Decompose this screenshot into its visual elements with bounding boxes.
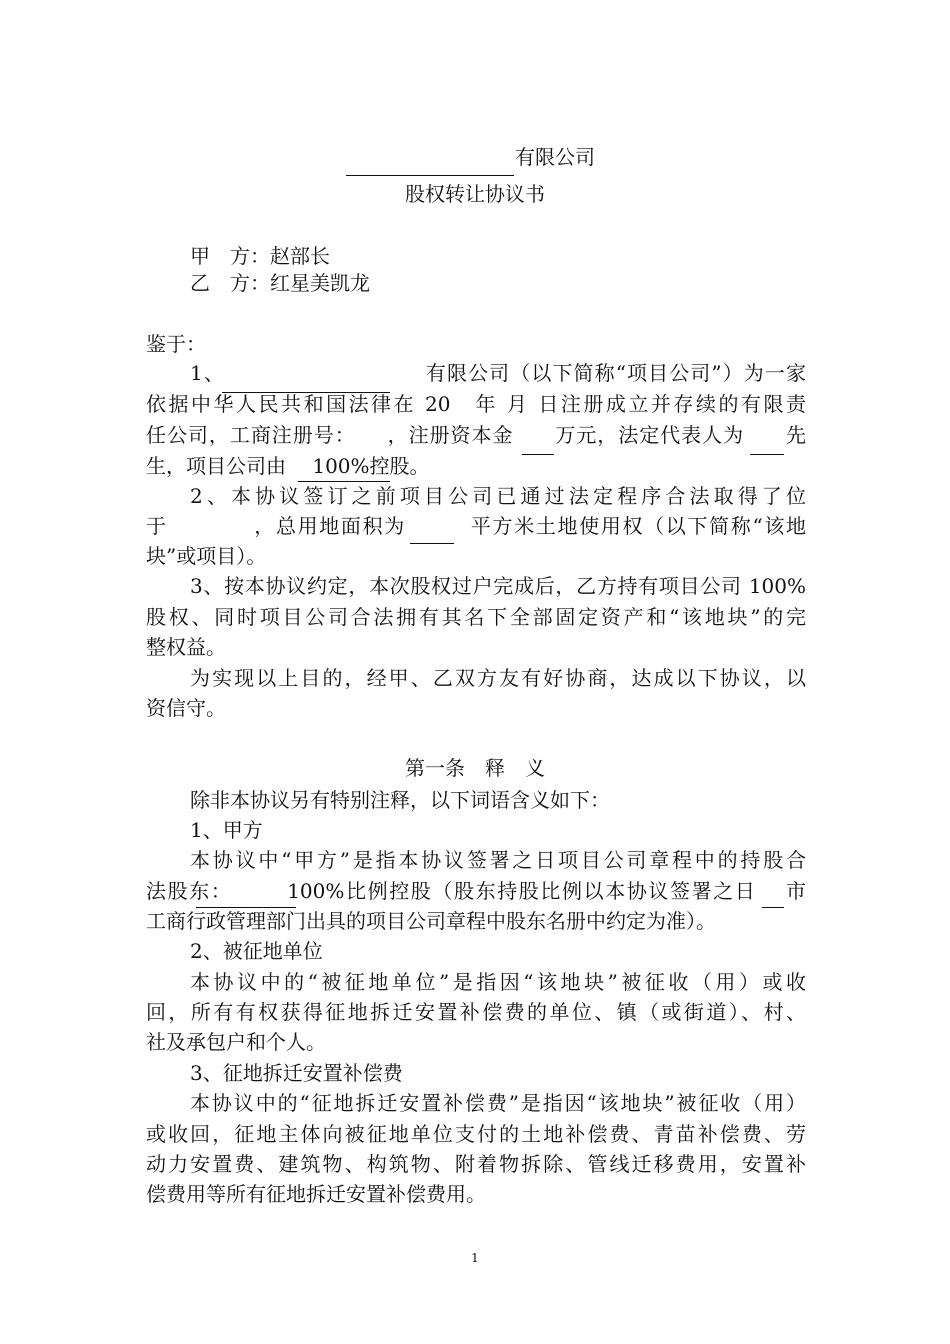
whereas-label: 鉴于： (146, 332, 206, 356)
recital-line: 为实现以上目的，经甲、乙双方友有好协商，达成以下协议，以 (190, 666, 806, 690)
recital-line: 生，项目公司由 100%控股。 (146, 454, 430, 478)
document-title: 股权转让协议书 (405, 182, 545, 206)
recital-line: 1、 有限公司（以下简称“项目公司”）为一家 (190, 361, 806, 385)
recital-line: 任公司，工商注册号： ，注册资本金 万元，法定代表人为 先 (146, 423, 806, 447)
article-line: 工商行政管理部门出具的项目公司章程中股东名册中约定为准）。 (146, 909, 716, 933)
page-number: 1 (471, 1251, 479, 1265)
article-line: 本协议中的“征地拆迁安置补偿费”是指因“该地块”被征收（用） (190, 1091, 806, 1115)
article-line: 3、征地拆迁安置补偿费 (190, 1061, 403, 1085)
article-line: 本协议中“甲方”是指本协议签署之日项目公司章程中的持股合 (190, 848, 806, 872)
article-line: 1、甲方 (190, 818, 263, 842)
party-a: 甲 方：赵部长 (190, 244, 330, 268)
article-line: 回，所有有权获得征地拆迁安置补偿费的单位、镇（或街道）、村、 (146, 1000, 806, 1024)
article-line: 2、被征地单位 (190, 939, 323, 963)
recital-line: 依据中华人民共和国法律在 20 年 月 日注册成立并存续的有限责 (146, 392, 806, 416)
blank-underline (522, 454, 554, 455)
recital-line: 于 ，总用地面积为 平方米土地使用权（以下简称“该地 (146, 514, 806, 538)
blank-underline (298, 481, 390, 482)
recital-line: 整权益。 (146, 635, 226, 659)
article-line: 或收回，征地主体向被征地单位支付的土地补偿费、青苗补偿费、劳 (146, 1122, 806, 1146)
company-suffix: 有限公司 (515, 145, 595, 169)
article-line: 偿费用等所有征地拆迁安置补偿费用。 (146, 1182, 486, 1206)
article-line: 本协议中的“被征地单位”是指因“该地块”被征收（用）或收 (190, 970, 806, 994)
article-line: 社及承包户和个人。 (146, 1030, 326, 1054)
blank-underline (222, 392, 390, 393)
blank-underline (762, 907, 784, 908)
recital-line: 3、按本协议约定，本次股权过户完成后，乙方持有项目公司 100% (190, 574, 806, 598)
article-line: 除非本协议另有特别注释，以下词语含义如下： (190, 788, 610, 812)
article-line: 法股东： 100%比例控股（股东持股比例以本协议签署之日 市 (146, 879, 806, 903)
party-b: 乙 方：红星美凯龙 (190, 271, 370, 295)
article-heading: 第一条 释 义 (405, 756, 545, 780)
recital-line: 2、本协议签订之前项目公司已通过法定程序合法取得了位 (190, 484, 806, 508)
recital-line: 块”或项目）。 (146, 544, 267, 568)
recital-line: 资信守。 (146, 696, 226, 720)
blank-underline (196, 907, 296, 908)
company-name-blank-line (346, 175, 514, 176)
blank-underline (410, 543, 454, 544)
blank-underline (750, 454, 784, 455)
recital-line: 股权、同时项目公司合法拥有其名下全部固定资产和“该地块”的完 (146, 605, 806, 629)
article-line: 动力安置费、建筑物、构筑物、附着物拆除、管线迁移费用，安置补 (146, 1152, 806, 1176)
